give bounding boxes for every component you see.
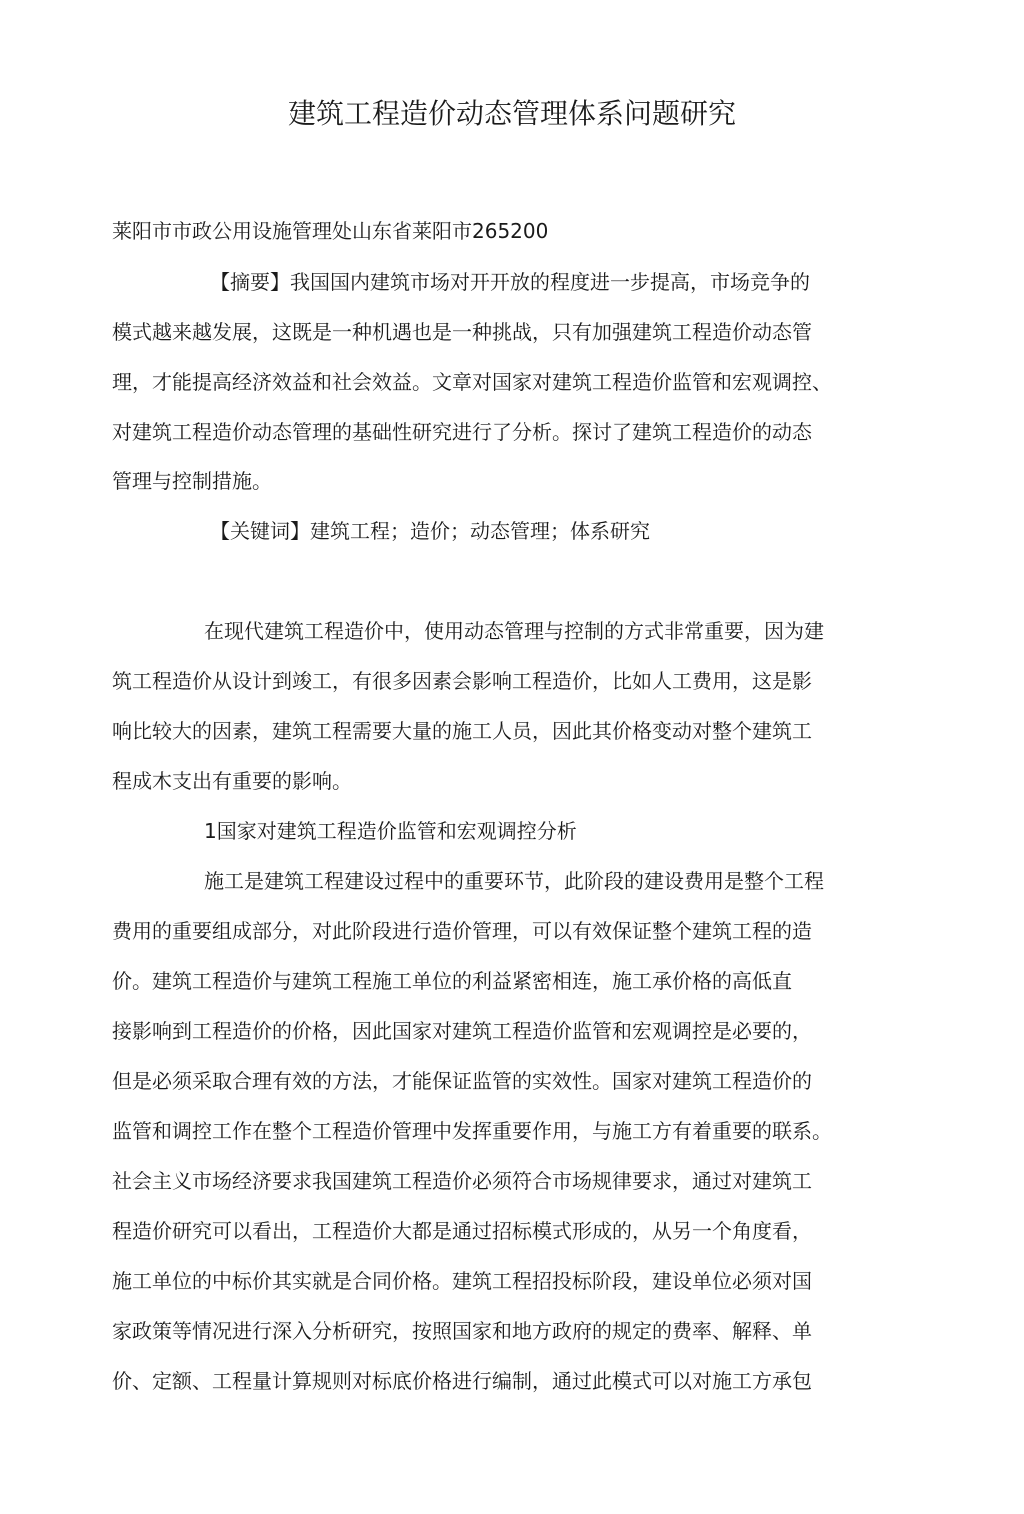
abstract-line: 理，才能提高经济效益和社会效益。文章对国家对建筑工程造价监管和宏观调控、 xyxy=(112,370,832,394)
section-body-line: 价、定额、工程量计算规则对标底价格进行编制，通过此模式可以对施工方承包 xyxy=(112,1369,812,1393)
intro-line: 响比较大的因素，建筑工程需要大量的施工人员，因此其价格变动对整个建筑工 xyxy=(112,719,812,743)
section-body-line: 程造价研究可以看出，工程造价大都是通过招标模式形成的，从另一个角度看， xyxy=(112,1219,812,1243)
section-heading: 1国家对建筑工程造价监管和宏观调控分析 xyxy=(204,819,577,843)
section-body-line: 施工单位的中标价其实就是合同价格。建筑工程招投标阶段，建设单位必须对国 xyxy=(112,1269,812,1293)
intro-line: 在现代建筑工程造价中，使用动态管理与控制的方式非常重要，因为建 xyxy=(204,619,824,643)
abstract-line: 模式越来越发展，这既是一种机遇也是一种挑战，只有加强建筑工程造价动态管 xyxy=(112,320,812,344)
abstract-line: 【摘要】我国国内建筑市场对开开放的程度进一步提高，市场竞争的 xyxy=(210,270,810,294)
document-title: 建筑工程造价动态管理体系问题研究 xyxy=(287,97,736,130)
intro-line: 筑工程造价从设计到竣工，有很多因素会影响工程造价，比如人工费用，这是影 xyxy=(112,669,812,693)
abstract-line: 管理与控制措施。 xyxy=(112,469,272,493)
section-body-line: 监管和调控工作在整个工程造价管理中发挥重要作用，与施工方有着重要的联系。 xyxy=(112,1119,832,1143)
section-body-line: 价。建筑工程造价与建筑工程施工单位的利益紧密相连，施工承价格的高低直 xyxy=(112,969,792,993)
section-body-line: 施工是建筑工程建设过程中的重要环节，此阶段的建设费用是整个工程 xyxy=(204,869,824,893)
author-affiliation: 莱阳市市政公用设施管理处山东省莱阳市265200 xyxy=(112,219,549,243)
keywords-line: 【关键词】建筑工程；造价；动态管理；体系研究 xyxy=(210,519,650,543)
section-body-line: 接影响到工程造价的价格，因此国家对建筑工程造价监管和宏观调控是必要的， xyxy=(112,1019,812,1043)
intro-line: 程成木支出有重要的影响。 xyxy=(112,769,352,793)
abstract-line: 对建筑工程造价动态管理的基础性研究进行了分析。探讨了建筑工程造价的动态 xyxy=(112,420,812,444)
section-body-line: 但是必须采取合理有效的方法，才能保证监管的实效性。国家对建筑工程造价的 xyxy=(112,1069,812,1093)
section-body-line: 社会主义市场经济要求我国建筑工程造价必须符合市场规律要求，通过对建筑工 xyxy=(112,1169,812,1193)
section-body-line: 费用的重要组成部分，对此阶段进行造价管理，可以有效保证整个建筑工程的造 xyxy=(112,919,812,943)
section-body-line: 家政策等情况进行深入分析研究，按照国家和地方政府的规定的费率、解释、单 xyxy=(112,1319,812,1343)
